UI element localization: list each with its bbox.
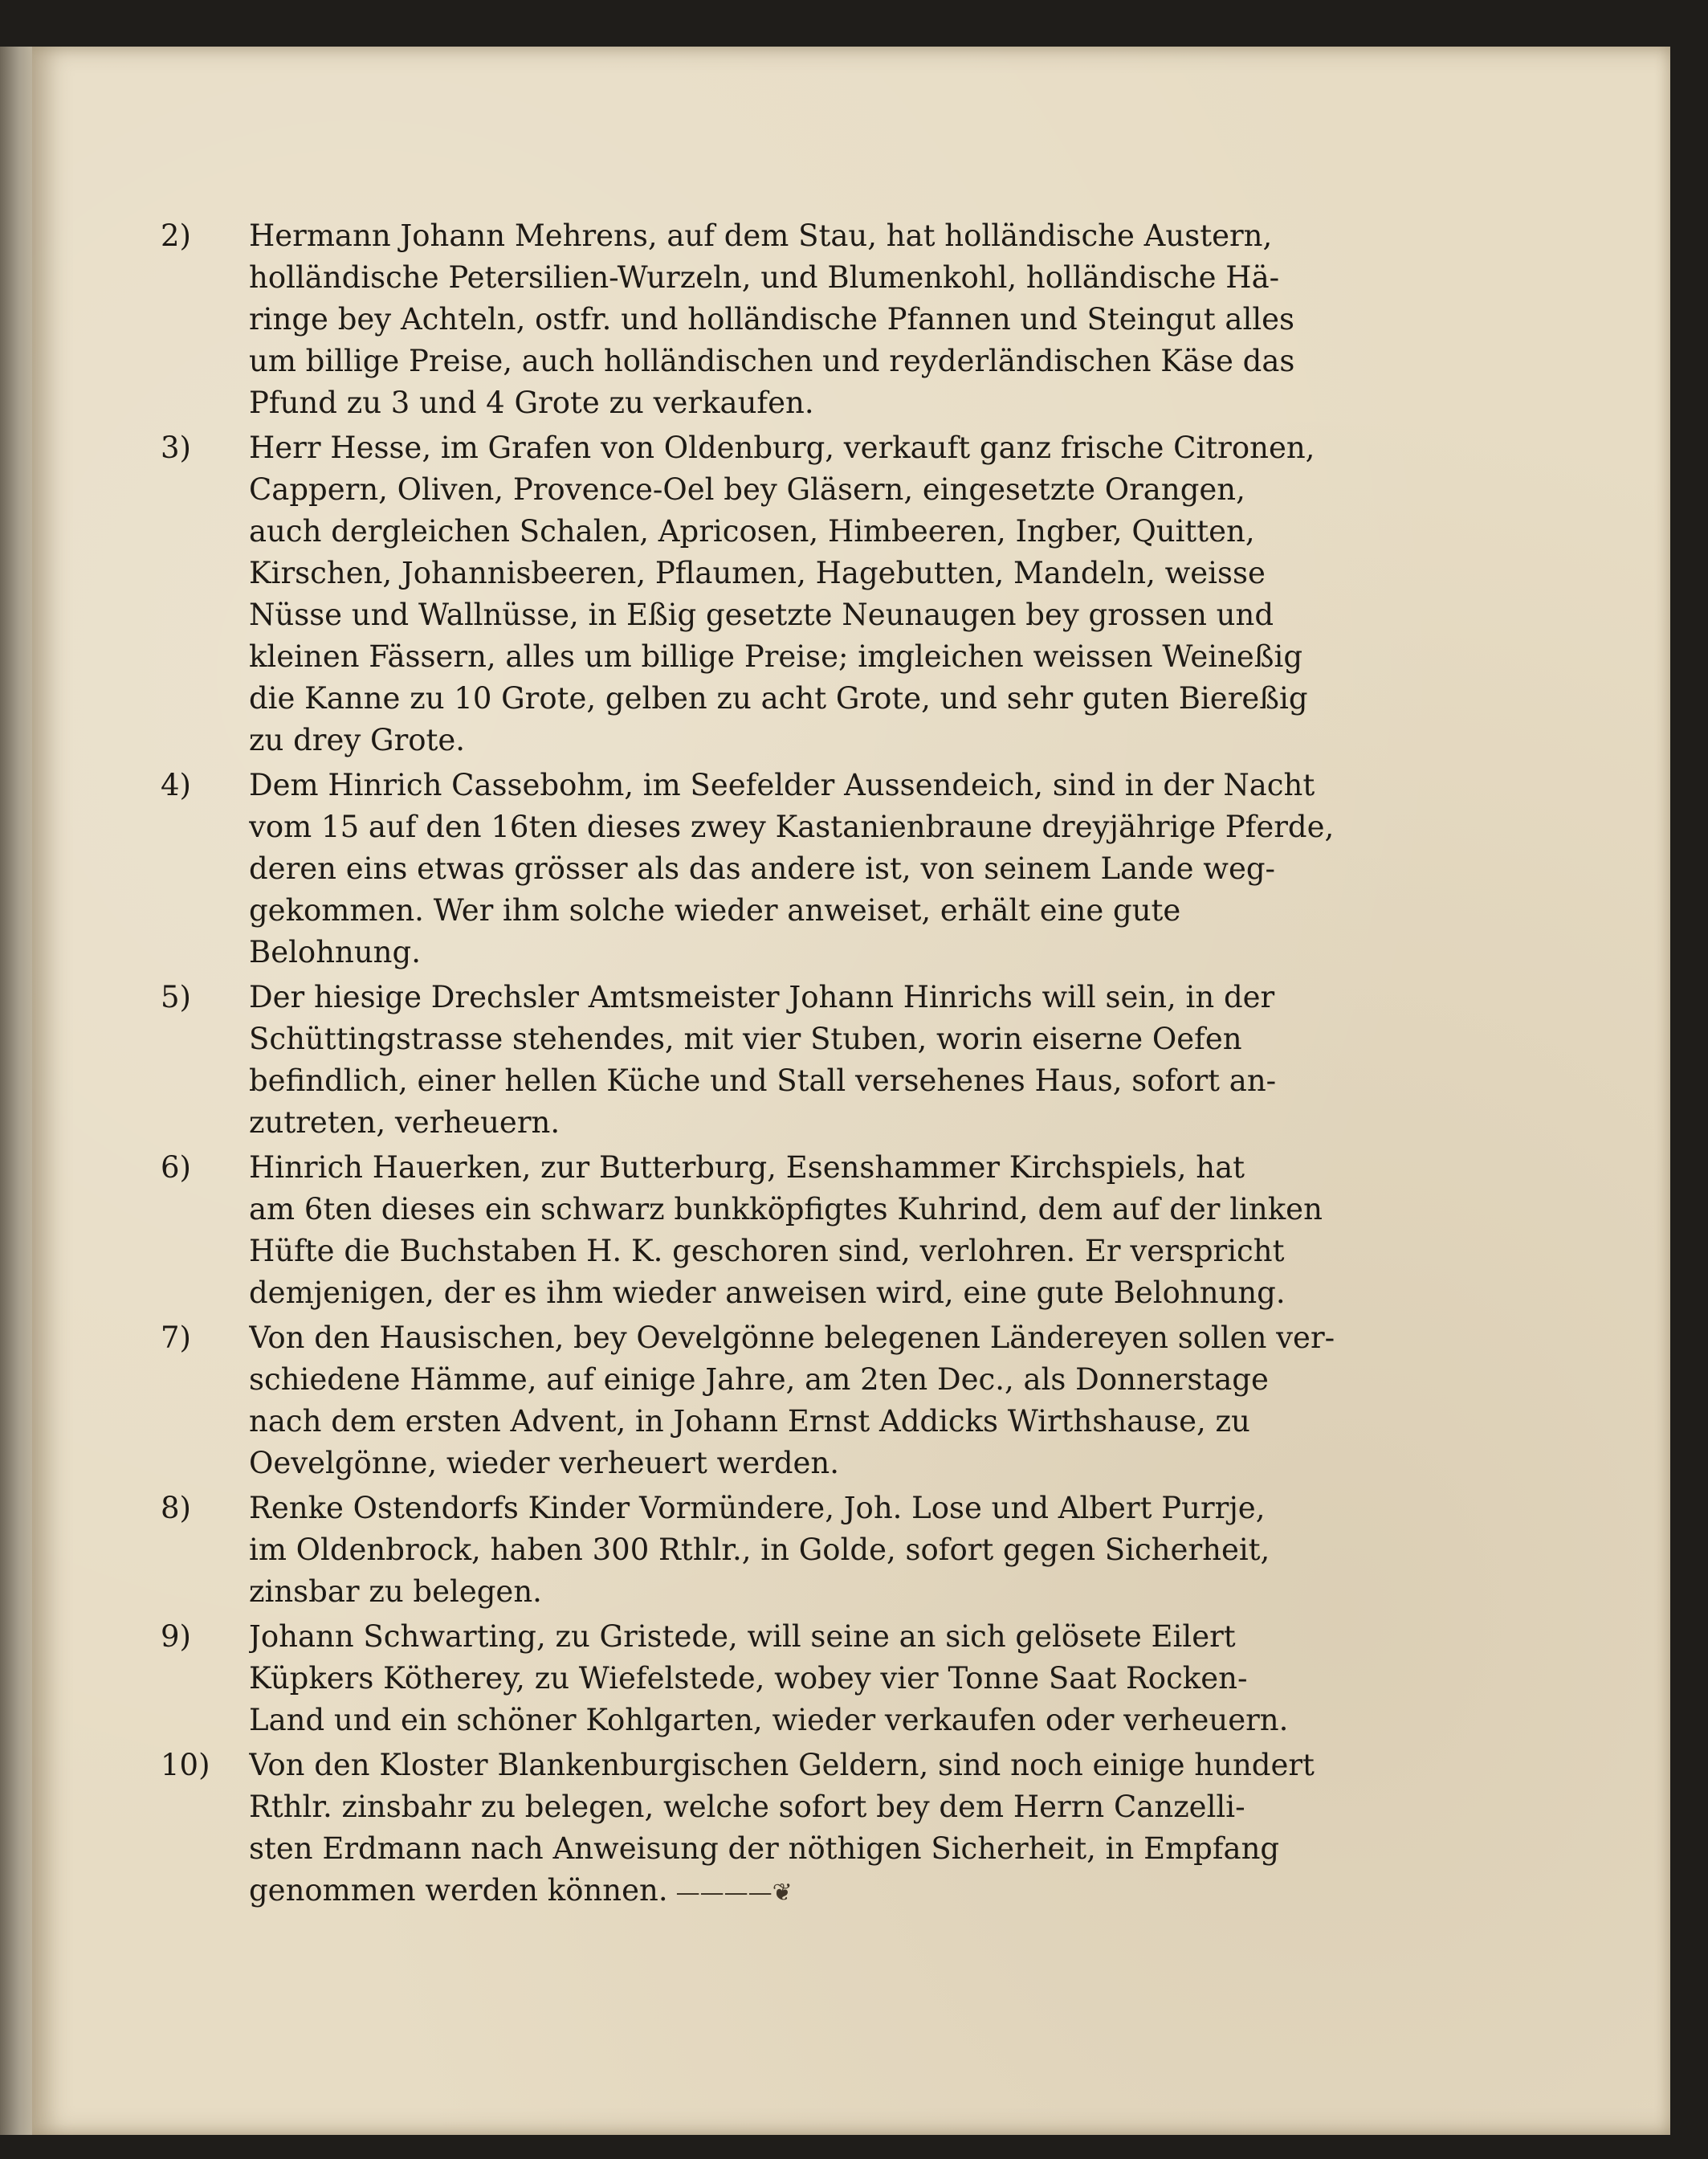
end-flourish-icon: ————❦ xyxy=(675,1879,793,1907)
entry-line: zinsbar zu belegen. xyxy=(249,1574,542,1609)
entry-line: Von den Kloster Blankenburgischen Geldern, sind noch einige hundert xyxy=(249,1748,1315,1782)
entry-line: sten Erdmann nach Anweisung der nöthigen Sicherheit, in Empfang xyxy=(249,1831,1280,1866)
entry-line: zu drey Grote. xyxy=(249,723,466,757)
entry-line: Hüfte die Buchstaben H. K. geschoren sind, verlohren. Er verspricht xyxy=(249,1234,1285,1268)
entry-line: Kirschen, Johannisbeeren, Pflaumen, Hagebutten, Mandeln, weisse xyxy=(249,556,1266,590)
entry-line: Belohnung. xyxy=(249,935,421,969)
entry-line: auch dergleichen Schalen, Apricosen, Himbeeren, Ingber, Quitten, xyxy=(249,514,1255,549)
entry-line: deren eins etwas grösser als das andere ist, von seinem Lande weg- xyxy=(249,851,1276,886)
notice-entry xyxy=(161,765,1429,973)
entry-number: 10) xyxy=(161,1748,210,1782)
notice-entry xyxy=(161,1488,1429,1613)
notice-entry xyxy=(161,1147,1429,1314)
notice-entry xyxy=(161,1317,1429,1484)
notice-entry xyxy=(161,1616,1429,1741)
entry-number: 3) xyxy=(161,431,191,465)
entry-line: Nüsse und Wallnüsse, in Eßig gesetzte Neunaugen bey grossen und xyxy=(249,598,1274,632)
entry-line: Herr Hesse, im Grafen von Oldenburg, verkauft ganz frische Citronen, xyxy=(249,431,1315,465)
entry-line: Der hiesige Drechsler Amtsmeister Johann Hinrichs will sein, in der xyxy=(249,980,1275,1014)
entry-line: Cappern, Oliven, Provence-Oel bey Gläsern, eingesetzte Orangen, xyxy=(249,472,1245,507)
entry-line: Pfund zu 3 und 4 Grote zu verkaufen. xyxy=(249,386,814,420)
entry-number: 2) xyxy=(161,218,191,253)
entry-line: im Oldenbrock, haben 300 Rthlr., in Golde, sofort gegen Sicherheit, xyxy=(249,1533,1270,1567)
entry-line: am 6ten dieses ein schwarz bunkköpfigtes Kuhrind, dem auf der linken xyxy=(249,1192,1323,1226)
entry-line: kleinen Fässern, alles um billige Preise; imgleichen weissen Weineßig xyxy=(249,639,1303,674)
entry-line: Hinrich Hauerken, zur Butterburg, Esenshammer Kirchspiels, hat xyxy=(249,1150,1245,1185)
entry-line: Johann Schwarting, zu Gristede, will seine an sich gelösete Eilert xyxy=(249,1619,1236,1654)
document-page xyxy=(32,47,1670,2135)
entry-number: 4) xyxy=(161,768,191,802)
notice-entry xyxy=(161,977,1429,1144)
entry-line: holländische Petersilien-Wurzeln, und Blumenkohl, holländische Hä- xyxy=(249,260,1280,295)
entry-line: demjenigen, der es ihm wieder anweisen wird, eine gute Belohnung. xyxy=(249,1275,1286,1310)
entry-line: Dem Hinrich Cassebohm, im Seefelder Aussendeich, sind in der Nacht xyxy=(249,768,1315,802)
entry-line: Schüttingstrasse stehendes, mit vier Stuben, worin eiserne Oefen xyxy=(249,1022,1242,1056)
entry-line: ringe bey Achteln, ostfr. und holländische Pfannen und Steingut alles xyxy=(249,302,1295,337)
notice-list xyxy=(161,215,1429,1917)
entry-line: genommen werden können. ————❦ xyxy=(249,1870,1429,1914)
entry-line: Rthlr. zinsbahr zu belegen, welche sofort bey dem Herrn Canzelli- xyxy=(249,1790,1245,1824)
entry-line: Von den Hausischen, bey Oevelgönne belegenen Ländereyen sollen ver- xyxy=(249,1320,1335,1355)
entry-line: Hermann Johann Mehrens, auf dem Stau, hat holländische Austern, xyxy=(249,218,1273,253)
entry-line: vom 15 auf den 16ten dieses zwey Kastanienbraune dreyjährige Pferde, xyxy=(249,810,1335,844)
entry-line: schiedene Hämme, auf einige Jahre, am 2ten Dec., als Donnerstage xyxy=(249,1362,1269,1397)
entry-line: die Kanne zu 10 Grote, gelben zu acht Grote, und sehr guten Biereßig xyxy=(249,681,1308,716)
entry-number: 8) xyxy=(161,1491,191,1525)
entry-line: Renke Ostendorfs Kinder Vormündere, Joh. Lose und Albert Purrje, xyxy=(249,1491,1266,1525)
notice-entry xyxy=(161,215,1429,424)
entry-line: befindlich, einer hellen Küche und Stall versehenes Haus, sofort an- xyxy=(249,1063,1277,1098)
entry-line: nach dem ersten Advent, in Johann Ernst Addicks Wirthshause, zu xyxy=(249,1404,1250,1439)
entry-line: gekommen. Wer ihm solche wieder anweiset, erhält eine gute xyxy=(249,893,1181,928)
entry-line: zutreten, verheuern. xyxy=(249,1105,561,1140)
notice-entry xyxy=(161,427,1429,761)
entry-number: 9) xyxy=(161,1619,191,1654)
entry-line: Oevelgönne, wieder verheuert werden. xyxy=(249,1446,840,1480)
notice-entry xyxy=(161,1745,1429,1914)
entry-number: 6) xyxy=(161,1150,191,1185)
entry-number: 7) xyxy=(161,1320,191,1355)
entry-line: Land und ein schöner Kohlgarten, wieder verkaufen oder verheuern. xyxy=(249,1703,1289,1737)
entry-line: um billige Preise, auch holländischen und reyderländischen Käse das xyxy=(249,344,1295,378)
entry-line: Küpkers Kötherey, zu Wiefelstede, wobey vier Tonne Saat Rocken- xyxy=(249,1661,1248,1696)
entry-number: 5) xyxy=(161,980,191,1014)
